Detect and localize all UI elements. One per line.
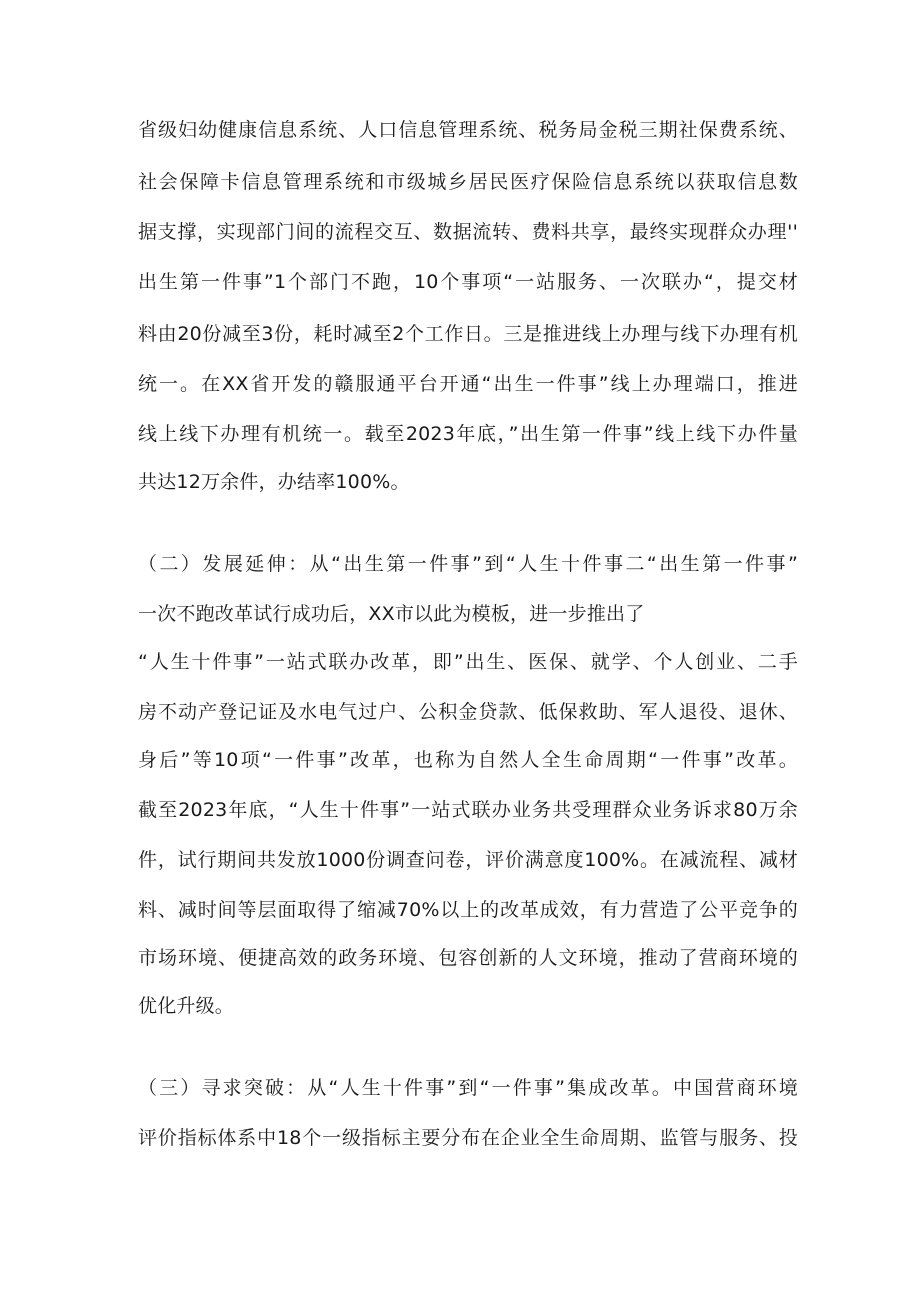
paragraph-line: 统一。在XX省开发的赣服通平台开通“出生一件事”线上办理端口，推进 [138, 373, 798, 395]
paragraph-line: 一次不跑改革试行成功后，XX市以此为模板，进一步推出了 [138, 603, 645, 625]
paragraph-line: 评价指标体系中18个一级指标主要分布在企业全生命周期、监管与服务、投 [138, 1127, 798, 1149]
paragraph-line: 市场环境、便捷高效的政务环境、包容创新的人文环境，推动了营商环境的 [138, 947, 798, 969]
section-heading-line: （三）寻求突破：从“人生十件事”到“一件事”集成改革。中国营商环境 [138, 1077, 798, 1099]
section-heading-line: （二）发展延伸：从“出生第一件事”到“人生十件事二“出生第一件事” [138, 553, 798, 575]
paragraph-line: 身后”等10项“一件事”改革，也称为自然人全生命周期“一件事”改革。 [138, 749, 798, 771]
paragraph-line: 社会保障卡信息管理系统和市级城乡居民医疗保险信息系统以获取信息数 [138, 171, 798, 193]
paragraph-line: 线上线下办理有机统一。载至2023年底，”出生第一件事”线上线下办件量 [138, 423, 798, 445]
paragraph-line: 优化升级。 [138, 995, 235, 1017]
paragraph-line: 据支撑，实现部门间的流程交互、数据流转、费料共享，最终实现群众办理'' [138, 221, 798, 243]
paragraph-line: “人生十件事”一站式联办改革，即”出生、医保、就学、个人创业、二手 [138, 651, 798, 673]
paragraph-line: 料、减时间等层面取得了缩减70%以上的改革成效，有力营造了公平竞争的 [138, 899, 798, 921]
paragraph-line: 房不动产登记证及水电气过户、公积金贷款、低保救助、军人退役、退休、 [138, 701, 798, 723]
paragraph-line: 料由20份减至3份，耗时减至2个工作日。三是推进线上办理与线下办理有机 [138, 323, 798, 345]
paragraph-line: 共达12万余件，办结率100%。 [138, 471, 410, 493]
paragraph-line: 出生第一件事”1个部门不跑，10个事项“一站服务、一次联办“，提交材 [138, 271, 798, 293]
paragraph-line: 省级妇幼健康信息系统、人口信息管理系统、税务局金税三期社保费系统、 [138, 119, 798, 141]
paragraph-line: 截至2023年底，“人生十件事”一站式联办业务共受理群众业务诉求80万余 [138, 799, 798, 821]
paragraph-line: 件，试行期间共发放1000份调查问卷，评价满意度100%。在减流程、减材 [138, 849, 798, 871]
